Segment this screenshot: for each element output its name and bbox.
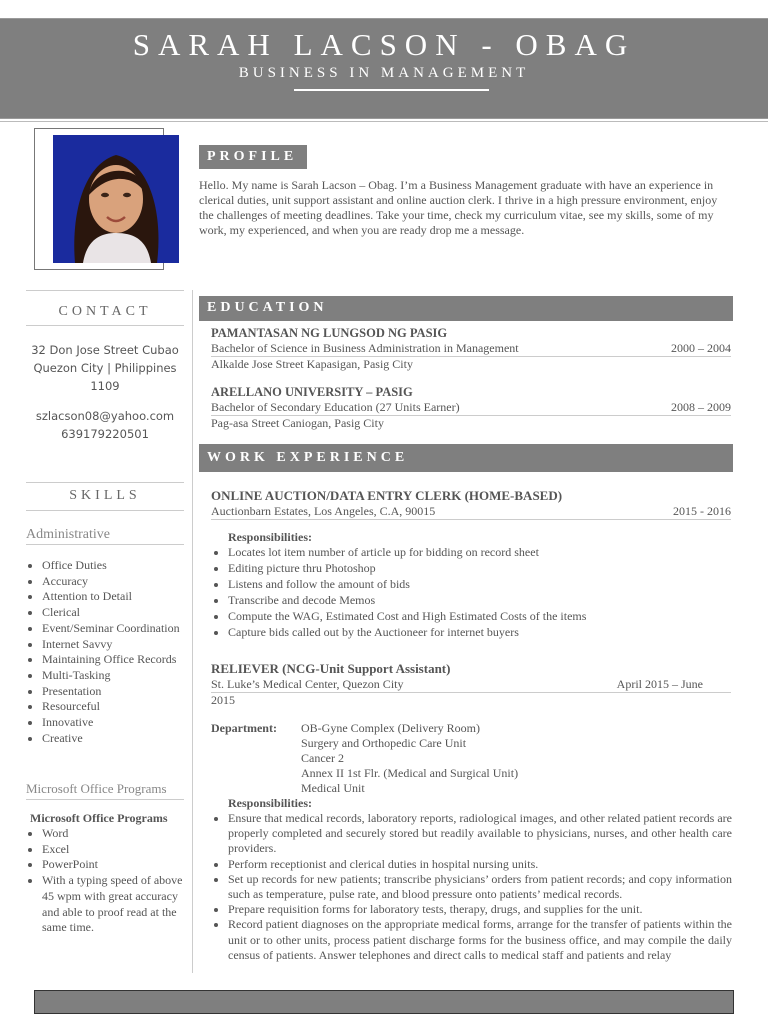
school-name: ARELLANO UNIVERSITY – PASIG — [211, 385, 413, 399]
education-entry-1 — [211, 326, 731, 372]
contact-heading: CONTACT — [58, 304, 152, 319]
admin-skills-rule — [26, 544, 184, 545]
ms-skills-heading: Microsoft Office Programs — [26, 781, 167, 796]
header-banner — [0, 18, 768, 119]
ms-skills-list — [26, 826, 184, 936]
portrait-image — [53, 135, 179, 263]
department-item: Cancer 2 — [301, 751, 344, 765]
header-divider — [0, 121, 768, 122]
job-company-row — [211, 504, 731, 520]
profile-text: Hello. My name is Sarah Lacson – Obag. I’m a Business Management graduate with have an experience in clerical duties, unit support assistant and online auction clerk. I thrive in a high pressure environment, enjoy the challenges of meeting deadlines. Take your time, check my curriculum vitae, see my skills, some of my work, my experienced, and when you are ready drop me a message. — [199, 178, 718, 237]
job-years: 2015 - 2016 — [673, 504, 731, 518]
job-years: April 2015 – June — [616, 677, 703, 691]
job-1-responsibilities — [212, 544, 732, 640]
list-item: • PowerPoint — [42, 857, 184, 873]
admin-skills-list — [26, 558, 180, 746]
job-title: ONLINE AUCTION/DATA ENTRY CLERK (HOME-BASED) — [211, 488, 563, 503]
list-item: • Office Duties — [42, 558, 180, 574]
department-item: Surgery and Orthopedic Care Unit — [301, 736, 467, 750]
list-item: • Presentation — [42, 684, 180, 700]
department-item: OB-Gyne Complex (Delivery Room) — [301, 721, 480, 735]
list-item: • Transcribe and decode Memos — [228, 592, 732, 608]
school-name: PAMANTASAN NG LUNGSOD NG PASIG — [211, 326, 448, 340]
work-experience-heading: WORK EXPERIENCE — [199, 444, 733, 472]
contact-email[interactable]: szlacson08@yahoo.com — [35, 409, 175, 423]
contact-phone: 639179220501 — [61, 427, 149, 441]
footer-bar — [34, 990, 734, 1014]
school-address: Pag-asa Street Caniogan, Pasig City — [211, 416, 384, 430]
department-label: Department: — [211, 721, 277, 735]
education-entry-2 — [211, 385, 731, 431]
list-item: • Attention to Detail — [42, 589, 180, 605]
list-item: • Innovative — [42, 715, 180, 731]
list-item: • Record patient diagnoses on the appropriate medical forms, arrange for the transfer of patients within the unit or to other units, process patient discharge forms for the business office, and may compile the daily census of patients. Answer telephones and direct calls to medical staff and patients and relay — [228, 917, 732, 963]
list-item: • Accuracy — [42, 574, 180, 590]
list-item: • Prepare requisition forms for laboratory tests, therapy, drugs, and supplies for the unit. — [228, 902, 732, 917]
contact-details — [26, 407, 184, 443]
list-item: • Internet Savvy — [42, 637, 180, 653]
ms-skills-rule — [26, 799, 184, 800]
list-item: • Capture bids called out by the Auctioneer for internet buyers — [228, 624, 732, 640]
candidate-subtitle: BUSINESS IN MANAGEMENT — [238, 65, 530, 81]
sidebar-divider — [192, 290, 193, 973]
list-item: • Excel — [42, 842, 184, 858]
list-item: • Set up records for new patients; transcribe physicians’ orders from patient records; and copy information such as temperature, pulse rate, and blood pressure onto patients’ medical records. — [228, 872, 732, 902]
degree-name: Bachelor of Secondary Education (27 Units Earner) — [211, 400, 460, 414]
list-item: • Creative — [42, 731, 180, 747]
degree-years: 2000 – 2004 — [671, 341, 731, 355]
job-years-continued: 2015 — [211, 693, 235, 707]
address-line-3: 1109 — [90, 379, 120, 393]
candidate-name: SARAH LACSON - OBAG — [132, 27, 636, 62]
address-line-2: Quezon City | Philippines — [33, 361, 177, 375]
job-company: St. Luke’s Medical Center, Quezon City — [211, 677, 404, 691]
list-item: • Ensure that medical records, laboratory reports, radiological images, and other related patient records are properly completed and securely stored but readily available to physicians, nurses, and other health care providers. — [228, 811, 732, 857]
job-1 — [211, 488, 731, 520]
list-item: • Word — [42, 826, 184, 842]
department-item: Annex II 1st Flr. (Medical and Surgical Unit) — [301, 766, 519, 780]
contact-top-rule — [26, 290, 184, 291]
degree-row — [211, 341, 731, 357]
list-item: • Listens and follow the amount of bids — [228, 576, 732, 592]
ms-skills-subheading: Microsoft Office Programs — [30, 811, 168, 825]
job-company-row — [211, 677, 731, 693]
degree-row — [211, 400, 731, 416]
profile-heading: PROFILE — [199, 145, 307, 169]
degree-name: Bachelor of Science in Business Administration in Management — [211, 341, 519, 355]
list-item: • Locates lot item number of article up for bidding on record sheet — [228, 544, 732, 560]
skills-top-rule — [26, 482, 184, 483]
list-item: • Resourceful — [42, 699, 180, 715]
subtitle-underline — [294, 89, 489, 91]
job-title: RELIEVER (NCG-Unit Support Assistant) — [211, 661, 451, 676]
job-2-responsibilities — [212, 811, 732, 963]
job-1-responsibilities-label: Responsibilities: — [228, 530, 313, 544]
department-block — [211, 721, 518, 796]
skills-heading: SKILLS — [69, 488, 141, 503]
education-heading: EDUCATION — [199, 296, 733, 321]
list-item: • Editing picture thru Photoshop — [228, 560, 732, 576]
list-item: • Event/Seminar Coordination — [42, 621, 180, 637]
job-2 — [211, 661, 731, 708]
list-item: • Multi-Tasking — [42, 668, 180, 684]
admin-skills-heading: Administrative — [26, 527, 110, 542]
list-item: • With a typing speed of above 45 wpm with great accuracy and able to proof read at the same time. — [42, 873, 184, 936]
job-2-responsibilities-label: Responsibilities: — [228, 796, 313, 810]
address-line-1: 32 Don Jose Street Cubao — [31, 343, 179, 357]
degree-years: 2008 – 2009 — [671, 400, 731, 414]
department-item: Medical Unit — [301, 781, 365, 795]
list-item: • Maintaining Office Records — [42, 652, 180, 668]
photo-frame — [34, 128, 164, 270]
skills-bottom-rule — [26, 510, 184, 511]
job-company: Auctionbarn Estates, Los Angeles, C.A, 90015 — [211, 504, 436, 518]
list-item: • Perform receptionist and clerical duties in hospital nursing units. — [228, 857, 732, 872]
contact-address — [26, 341, 184, 395]
contact-bottom-rule — [26, 325, 184, 326]
list-item: • Compute the WAG, Estimated Cost and High Estimated Costs of the items — [228, 608, 732, 624]
department-list — [301, 721, 518, 796]
school-address: Alkalde Jose Street Kapasigan, Pasig City — [211, 357, 413, 371]
list-item: • Clerical — [42, 605, 180, 621]
profile-photo — [53, 135, 179, 263]
